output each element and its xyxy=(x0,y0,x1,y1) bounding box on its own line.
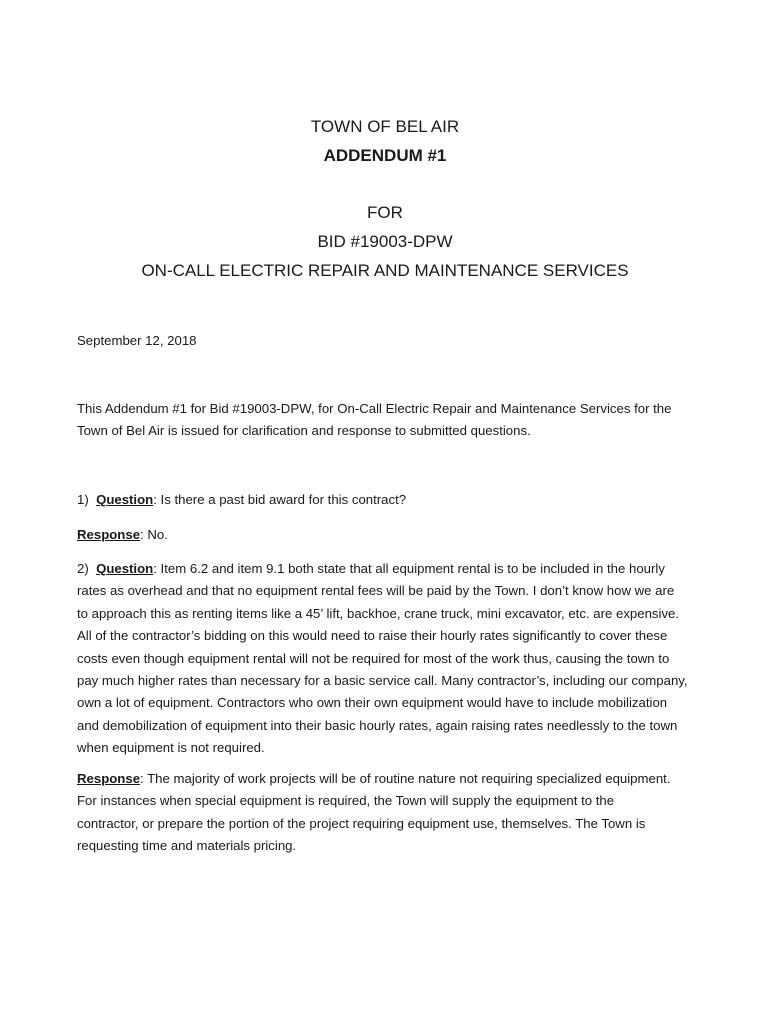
question-text: : Is there a past bid award for this contract? xyxy=(153,492,407,507)
response-1-line xyxy=(77,524,727,546)
intro-line: This Addendum #1 for Bid #19003-DPW, for On-Call Electric Repair and Maintenance Services for the xyxy=(77,401,672,416)
date-text: September 12, 2018 xyxy=(77,333,197,348)
question-text-line: rates as overhead and that no equipment rental fees will be paid by the Town. I don’t know how we are xyxy=(77,583,675,599)
response-label: Response xyxy=(77,527,141,542)
intro-paragraph xyxy=(77,398,727,443)
question-1 xyxy=(77,489,727,511)
question-text: : Item 6.2 and item 9.1 both state that all equipment rental is to be included in the hourly xyxy=(153,561,665,576)
header-town: TOWN OF BEL AIR xyxy=(310,117,460,136)
question-2 xyxy=(77,558,727,760)
response-text-line: requesting time and materials pricing. xyxy=(77,838,297,854)
question-1-line xyxy=(77,489,727,511)
response-2-line xyxy=(77,768,727,790)
question-text-line: own a lot of equipment. Contractors who own their own equipment would have to include mobilization xyxy=(77,695,668,711)
question-number: 2) xyxy=(77,561,89,576)
question-text-line: pay much higher rates than necessary for a basic service call. Many contractor’s, including our company, xyxy=(77,673,688,689)
question-text-line: when equipment is not required. xyxy=(77,740,265,756)
question-label: Question xyxy=(96,492,154,507)
header-bid: BID #19003-DPW xyxy=(317,232,453,251)
question-text-line: to approach this as renting items like a 45’ lift, backhoe, crane truck, mini excavator, etc. are expensive. xyxy=(77,605,680,621)
question-text-line: and demobilization of equipment into their basic hourly rates, again raising rates needlessly to the town xyxy=(77,717,678,733)
response-2 xyxy=(77,768,727,858)
question-label: Question xyxy=(96,561,154,576)
response-text: : No. xyxy=(140,527,168,542)
response-1 xyxy=(77,524,727,546)
question-2-line xyxy=(77,558,727,580)
header-for: FOR xyxy=(367,203,403,222)
response-text-line: contractor, or prepare the portion of the project requiring equipment use, themselves. The Town is xyxy=(77,815,646,831)
response-text: : The majority of work projects will be of routine nature not requiring specialized equipment. xyxy=(140,771,671,786)
document-date xyxy=(77,330,727,352)
response-text-line: For instances when special equipment is required, the Town will supply the equipment to the xyxy=(77,793,615,809)
intro-line: Town of Bel Air is issued for clarification and response to submitted questions. xyxy=(77,423,531,439)
question-text-line: All of the contractor’s bidding on this would need to raise their hourly rates significantly to cover these xyxy=(77,628,668,644)
question-number: 1) xyxy=(77,492,89,507)
question-text-line: costs even though equipment rental will not be required for most of the work thus, causing the town to xyxy=(77,650,670,666)
response-label: Response xyxy=(77,771,141,786)
header-addendum: ADDENDUM #1 xyxy=(323,146,447,165)
header-title: ON-CALL ELECTRIC REPAIR AND MAINTENANCE SERVICES xyxy=(141,261,629,280)
